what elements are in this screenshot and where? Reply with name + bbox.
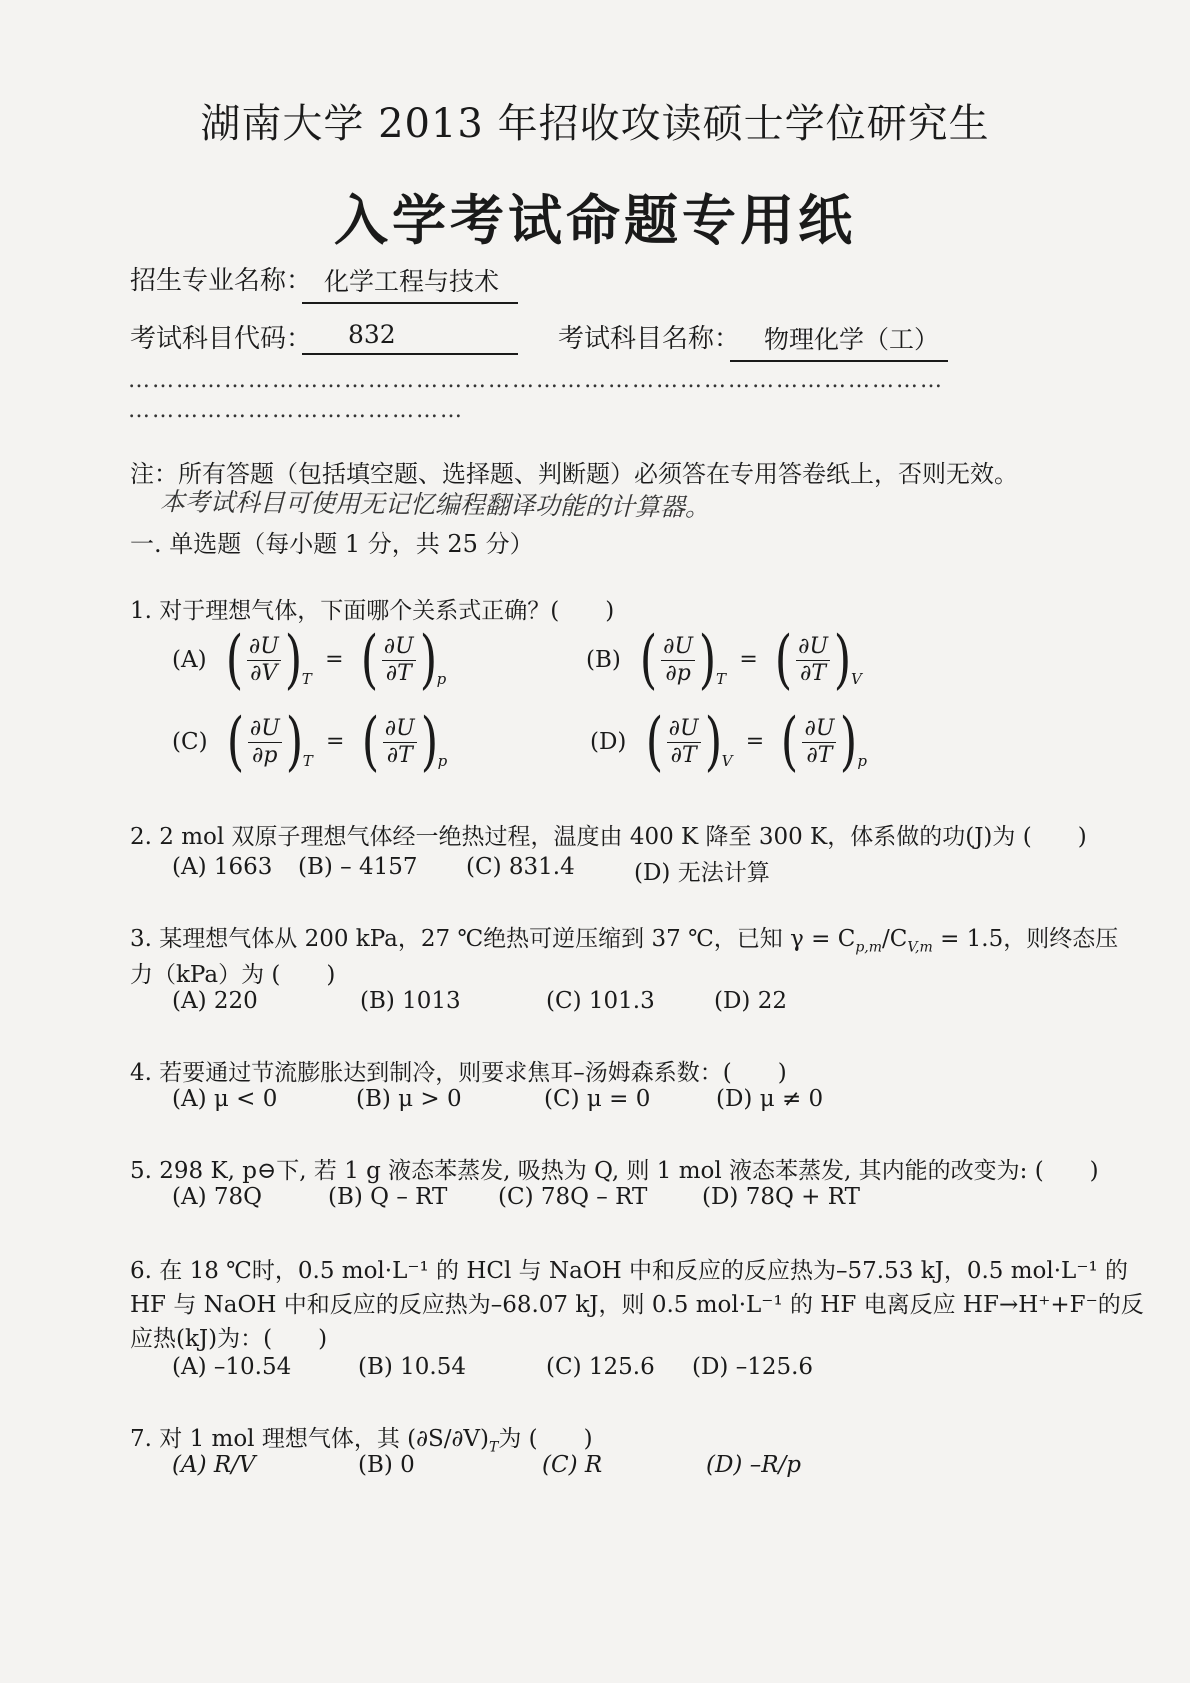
question-7-option-b: (B) 0: [358, 1452, 415, 1478]
subject-label: 考试科目名称：: [558, 324, 741, 354]
question-3-option-d: (D) 22: [714, 988, 787, 1014]
frac-sub: V: [850, 670, 862, 688]
q3-text-b: /C: [882, 926, 908, 952]
major-value: 化学工程与技术: [302, 262, 518, 304]
exam-header-university: 湖南大学 2013 年招收攻读硕士学位研究生: [200, 101, 990, 147]
frac-den: ∂T: [800, 660, 827, 686]
frac-sub: V: [721, 752, 733, 770]
subject-value: 物理化学（工）: [730, 320, 948, 362]
frac-num: ∂U: [384, 716, 415, 742]
question-1-stem: 1. 对于理想气体，下面哪个关系式正确？( ): [130, 598, 615, 624]
frac-den: ∂T: [806, 742, 833, 768]
frac-den: ∂V: [250, 660, 278, 686]
question-7-option-d: (D) –R/p: [706, 1452, 801, 1478]
frac-num: ∂U: [668, 716, 699, 742]
dotted-separator-2: ……………………………………: [128, 398, 464, 423]
question-1-option-a: (A) ( $\frac{\partial U}{\partial V}$ ) T = ( $\frac{\partial U}{\partial T}$ ) p: [172, 623, 447, 697]
question-1-option-c: (C) ( $\frac{\partial U}{\partial p}$ ) T = ( $\frac{\partial U}{\partial T}$ ) p: [172, 705, 448, 779]
major-label: 招生专业名称：: [130, 266, 313, 296]
q7-text-a: 7. 对 1 mol 理想气体，其 (∂S/∂V): [130, 1426, 489, 1452]
frac-den: ∂T: [385, 660, 412, 686]
question-6-option-c: (C) 125.6: [546, 1354, 655, 1380]
question-6-option-d: (D) –125.6: [692, 1354, 814, 1380]
question-5-option-b: (B) Q – RT: [328, 1184, 448, 1210]
option-letter: (B): [586, 647, 621, 673]
q3-sub-p: p,m: [855, 939, 883, 956]
q3-sub-v: V,m: [907, 939, 933, 956]
option-letter: (C): [172, 729, 208, 755]
question-3-stem-line1: [130, 920, 1118, 956]
question-2-stem: 2. 2 mol 双原子理想气体经一绝热过程，温度由 400 K 降至 300 K，体系做的功(J)为 ( ): [130, 824, 1087, 850]
question-5-option-a: (A) 78Q: [172, 1184, 262, 1210]
question-5-option-d: (D) 78Q + RT: [702, 1184, 860, 1210]
frac-num: ∂U: [383, 634, 414, 660]
question-1-option-b: (B) ( $\frac{\partial U}{\partial p}$ ) T = ( $\frac{\partial U}{\partial T}$ ) V: [586, 623, 862, 697]
question-2-option-d: (D) 无法计算: [634, 860, 770, 886]
code-label: 考试科目代码：: [130, 324, 313, 354]
q7-text-b: 为 ( ): [498, 1426, 593, 1452]
question-1-option-d: (D) ( $\frac{\partial U}{\partial T}$ ) V = ( $\frac{\partial U}{\partial T}$ ) p: [590, 705, 867, 779]
question-4-option-d: (D) μ ≠ 0: [716, 1086, 824, 1112]
frac-den: ∂T: [670, 742, 697, 768]
code-value: 832: [302, 320, 518, 355]
question-3-option-c: (C) 101.3: [546, 988, 655, 1014]
frac-sub: p: [437, 752, 448, 770]
equals-sign: =: [745, 729, 765, 754]
question-2-option-b: (B) – 4157: [298, 854, 418, 880]
question-3-stem-line2: 力（kPa）为 ( ): [130, 962, 336, 988]
option-letter: (D): [590, 729, 627, 755]
frac-sub: T: [301, 670, 312, 688]
exam-header-title: 入学考试命题专用纸: [334, 188, 856, 252]
question-5-stem: 5. 298 K, p⊖下, 若 1 g 液态苯蒸发, 吸热为 Q, 则 1 mol 液态苯蒸发, 其内能的改变为: ( ): [130, 1158, 1099, 1184]
equals-sign: =: [326, 729, 345, 754]
frac-num: ∂U: [804, 716, 835, 742]
frac-num: ∂U: [663, 634, 694, 660]
question-7-option-a: (A) R/V: [172, 1452, 256, 1478]
question-7-option-c: (C) R: [542, 1452, 603, 1478]
dotted-separator-1: …………………………………………………………………………………………: [128, 368, 944, 393]
frac-sub: p: [436, 670, 447, 688]
equals-sign: =: [325, 647, 344, 672]
frac-sub: T: [302, 752, 313, 770]
question-4-stem: 4. 若要通过节流膨胀达到制冷，则要求焦耳–汤姆森系数：( ): [130, 1060, 787, 1086]
option-letter: (A): [172, 647, 207, 673]
question-6-option-b: (B) 10.54: [358, 1354, 467, 1380]
handwritten-note: 本考试科目可使用无记忆编程翻译功能的计算器。: [159, 487, 711, 522]
q3-text-c: = 1.5，则终态压: [932, 926, 1119, 952]
question-2-option-c: (C) 831.4: [466, 854, 575, 880]
equals-sign: =: [739, 647, 758, 672]
question-6-stem-line2: HF 与 NaOH 中和反应的反应热为–68.07 kJ，则 0.5 mol·L⁻¹ 的 HF 电离反应 HF→H⁺+F⁻的反: [130, 1292, 1144, 1318]
q3-text-a: 3. 某理想气体从 200 kPa，27 ℃绝热可逆压缩到 37 ℃，已知 γ = C: [130, 926, 856, 952]
frac-sub: T: [716, 670, 727, 688]
frac-den: ∂p: [665, 660, 691, 686]
frac-num: ∂U: [249, 716, 280, 742]
question-6-stem-line1: 6. 在 18 ℃时，0.5 mol·L⁻¹ 的 HCl 与 NaOH 中和反应的反应热为–57.53 kJ，0.5 mol·L⁻¹ 的: [130, 1258, 1129, 1284]
question-3-option-b: (B) 1013: [360, 988, 461, 1014]
question-6-option-a: (A) –10.54: [172, 1354, 292, 1380]
frac-num: ∂U: [248, 634, 279, 660]
question-6-stem-line3: 应热(kJ)为：( ): [130, 1326, 328, 1352]
q7-sub-t: T: [489, 1439, 499, 1456]
question-5-option-c: (C) 78Q – RT: [498, 1184, 648, 1210]
question-4-option-c: (C) μ = 0: [544, 1086, 651, 1112]
frac-num: ∂U: [798, 634, 828, 660]
frac-den: ∂p: [252, 742, 278, 768]
question-4-option-b: (B) μ > 0: [356, 1086, 462, 1112]
question-4-option-a: (A) μ < 0: [172, 1086, 278, 1112]
question-3-option-a: (A) 220: [172, 988, 258, 1014]
frac-den: ∂T: [386, 742, 413, 768]
question-7-stem: [130, 1420, 593, 1456]
section-title: 一. 单选题（每小题 1 分，共 25 分）: [130, 530, 534, 558]
exam-note: 注：所有答题（包括填空题、选择题、判断题）必须答在专用答卷纸上，否则无效。: [130, 460, 1018, 488]
frac-sub: p: [857, 752, 867, 770]
question-2-option-a: (A) 1663: [172, 854, 273, 880]
